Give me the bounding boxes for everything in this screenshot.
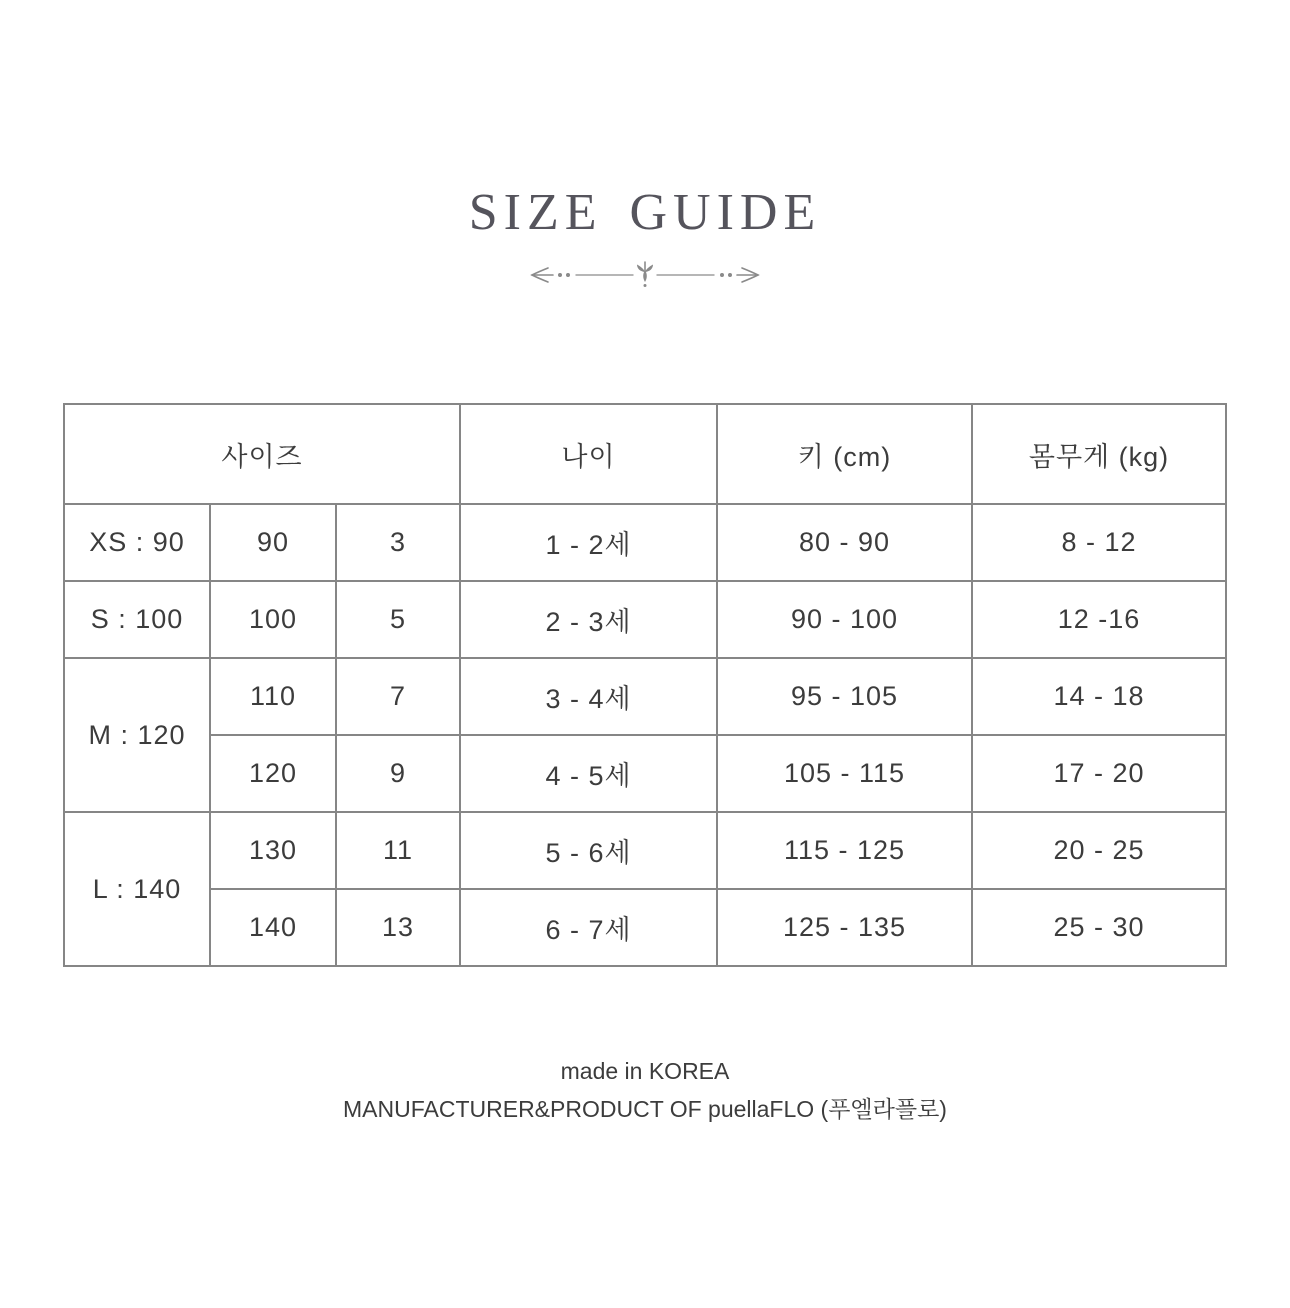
size-guide-table	[63, 403, 1227, 967]
table-row-l-140	[64, 889, 1226, 966]
size-label-cell: XS : 90	[64, 504, 210, 581]
age-cell: 5 - 6세	[460, 812, 717, 889]
size-code-cell: 5	[336, 581, 460, 658]
table-row-l-130	[64, 812, 1226, 889]
size-label-cell: M : 120	[64, 658, 210, 812]
weight-cell: 14 - 18	[972, 658, 1226, 735]
page-title: SIZE GUIDE	[468, 184, 822, 241]
table-row-xs	[64, 504, 1226, 581]
size-code-cell: 9	[336, 735, 460, 812]
size-code-cell: 13	[336, 889, 460, 966]
size-code-cell: 7	[336, 658, 460, 735]
fleuron-icon	[637, 262, 653, 287]
header-size: 사이즈	[64, 404, 460, 504]
weight-cell: 17 - 20	[972, 735, 1226, 812]
header-age: 나이	[460, 404, 717, 504]
height-cell: 95 - 105	[717, 658, 972, 735]
age-cell: 1 - 2세	[460, 504, 717, 581]
weight-cell: 8 - 12	[972, 504, 1226, 581]
size-number-cell: 100	[210, 581, 336, 658]
height-cell: 80 - 90	[717, 504, 972, 581]
ornament-divider	[0, 258, 1290, 297]
age-cell: 6 - 7세	[460, 889, 717, 966]
age-cell: 3 - 4세	[460, 658, 717, 735]
size-guide-table-wrap	[63, 403, 1227, 967]
height-cell: 125 - 135	[717, 889, 972, 966]
footer-made-in: made in KOREA	[560, 1058, 730, 1084]
header-weight: 몸무게 (kg)	[972, 404, 1226, 504]
size-label-cell: L : 140	[64, 812, 210, 966]
height-cell: 115 - 125	[717, 812, 972, 889]
header-row	[64, 404, 1226, 504]
weight-cell: 12 -16	[972, 581, 1226, 658]
footer-manufacturer: MANUFACTURER&PRODUCT OF puellaFLO (푸엘라플로)	[343, 1096, 947, 1122]
age-cell: 2 - 3세	[460, 581, 717, 658]
header-height: 키 (cm)	[717, 404, 972, 504]
size-number-cell: 120	[210, 735, 336, 812]
footer	[0, 1052, 1290, 1128]
age-cell: 4 - 5세	[460, 735, 717, 812]
height-cell: 90 - 100	[717, 581, 972, 658]
ornament-divider-icon	[529, 258, 761, 292]
weight-cell: 25 - 30	[972, 889, 1226, 966]
table-row-m-110	[64, 658, 1226, 735]
size-number-cell: 130	[210, 812, 336, 889]
size-number-cell: 140	[210, 889, 336, 966]
size-code-cell: 3	[336, 504, 460, 581]
size-code-cell: 11	[336, 812, 460, 889]
size-label-cell: S : 100	[64, 581, 210, 658]
size-number-cell: 90	[210, 504, 336, 581]
size-number-cell: 110	[210, 658, 336, 735]
table-row-m-120	[64, 735, 1226, 812]
weight-cell: 20 - 25	[972, 812, 1226, 889]
table-row-s	[64, 581, 1226, 658]
height-cell: 105 - 115	[717, 735, 972, 812]
